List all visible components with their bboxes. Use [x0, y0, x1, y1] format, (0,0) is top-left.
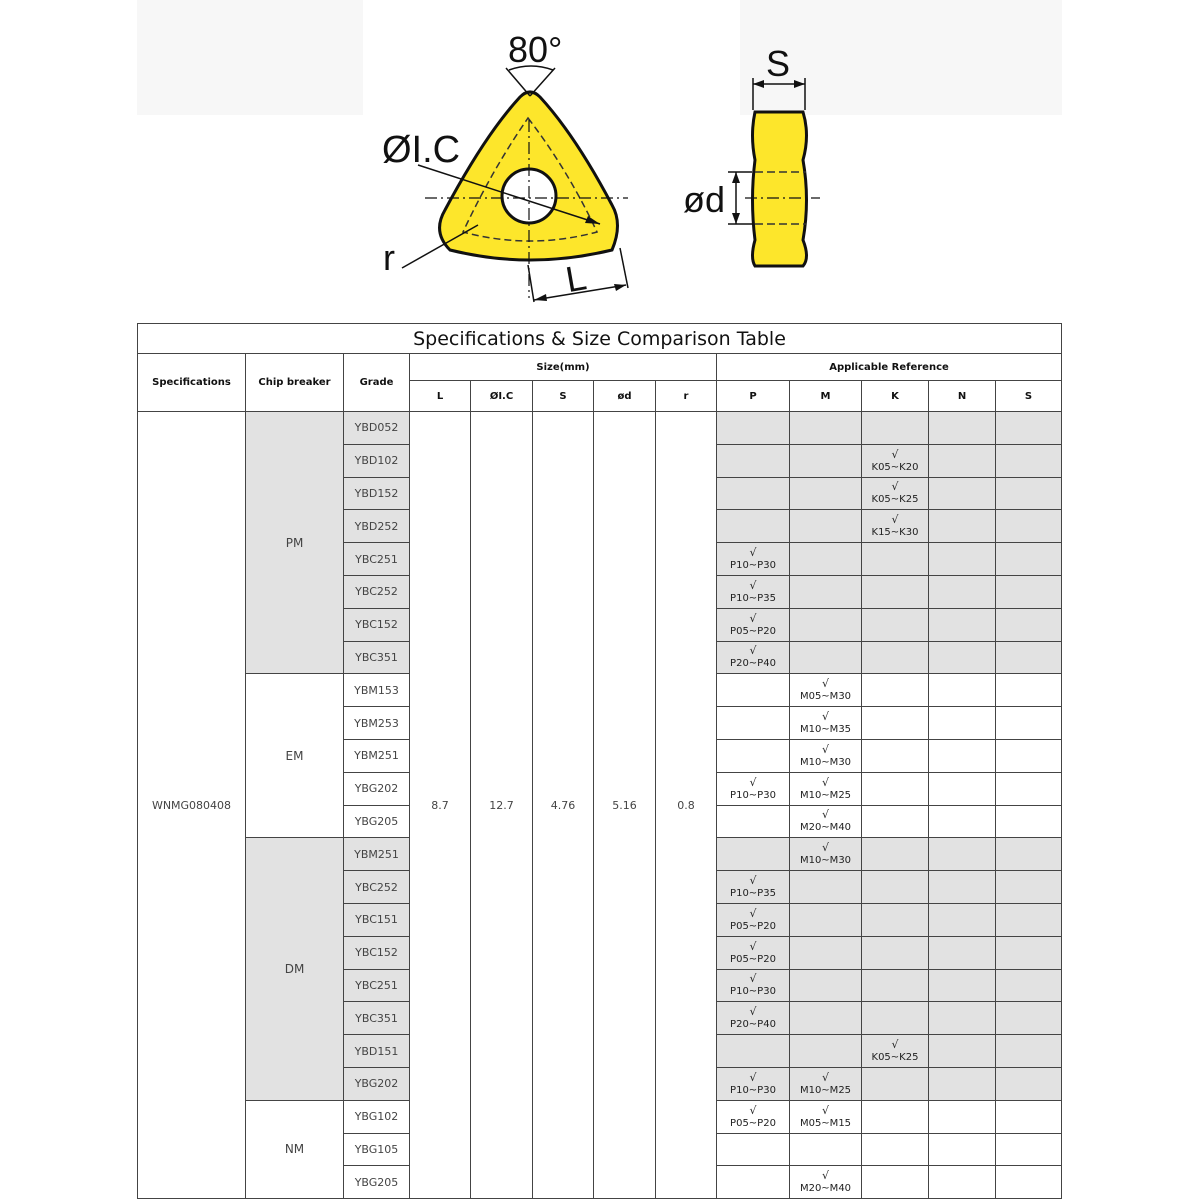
check-mark: √ [821, 677, 829, 691]
ref-range: K05~K25 [871, 494, 919, 506]
ref-cell-p [717, 674, 790, 707]
header-size-d: ød [594, 381, 656, 412]
ref-cell-m [790, 674, 862, 707]
check-mark: √ [749, 1005, 757, 1019]
ref-cell-s [996, 1100, 1062, 1133]
check-mark: √ [891, 1038, 899, 1052]
ref-cell-k [862, 1067, 929, 1100]
ref-range: P10~P35 [730, 592, 776, 604]
ref-cell-m [790, 936, 862, 969]
ref-cell-n [929, 969, 996, 1002]
grade-cell: YBG205 [344, 805, 410, 838]
check-mark: √ [821, 808, 829, 822]
ref-cell-n [929, 641, 996, 674]
ref-range: K05~K20 [871, 461, 919, 473]
check-mark: √ [891, 480, 899, 494]
ref-cell-s [996, 838, 1062, 871]
ref-cell-s [996, 936, 1062, 969]
ref-cell-n [929, 1035, 996, 1068]
ref-cell-s [996, 969, 1062, 1002]
ref-cell-n [929, 510, 996, 543]
ref-range: M10~M25 [799, 1084, 852, 1096]
table-row [138, 412, 1062, 445]
grade-cell: YBG105 [344, 1133, 410, 1166]
ref-cell-p [717, 1100, 790, 1133]
ref-cell-k [862, 903, 929, 936]
ref-cell-s [996, 772, 1062, 805]
ref-cell-k [862, 510, 929, 543]
ref-cell-n [929, 674, 996, 707]
grade-cell: YBC351 [344, 641, 410, 674]
ref-cell-n [929, 838, 996, 871]
grade-cell: YBD151 [344, 1035, 410, 1068]
ref-cell-k [862, 641, 929, 674]
ref-cell-n [929, 608, 996, 641]
ref-cell-p [717, 608, 790, 641]
ref-cell-p [717, 838, 790, 871]
header-grade: Grade [344, 354, 410, 412]
ref-cell-k [862, 871, 929, 904]
l-label: L [562, 256, 590, 301]
ref-cell-k [862, 707, 929, 740]
ref-cell-s [996, 1035, 1062, 1068]
grade-cell: YBC152 [344, 936, 410, 969]
chip-breaker-cell: EM [246, 674, 344, 838]
grade-cell: YBD252 [344, 510, 410, 543]
ref-cell-k [862, 739, 929, 772]
ref-cell-m [790, 707, 862, 740]
grade-cell: YBG205 [344, 1166, 410, 1199]
grade-cell: YBC351 [344, 1002, 410, 1035]
size-cell: 0.8 [656, 412, 717, 1199]
check-mark: √ [821, 710, 829, 724]
check-mark: √ [749, 972, 757, 986]
ref-cell-p [717, 1002, 790, 1035]
r-label: r [383, 237, 395, 278]
ref-cell-s [996, 1166, 1062, 1199]
ref-range: K05~K25 [871, 1052, 919, 1064]
ref-cell-s [996, 1133, 1062, 1166]
ref-cell-m [790, 969, 862, 1002]
ref-cell-m [790, 1100, 862, 1133]
ref-cell-s [996, 543, 1062, 576]
size-cell: 5.16 [594, 412, 656, 1199]
ref-range: M10~M25 [799, 789, 852, 801]
check-mark: √ [749, 1070, 757, 1084]
spec-table [137, 323, 1062, 1199]
ref-cell-p [717, 641, 790, 674]
header-size: Size(mm) [410, 354, 717, 381]
ref-cell-s [996, 1067, 1062, 1100]
grade-cell: YBG202 [344, 772, 410, 805]
ref-cell-p [717, 969, 790, 1002]
ref-cell-m [790, 477, 862, 510]
grade-cell: YBC252 [344, 871, 410, 904]
ref-cell-p [717, 510, 790, 543]
ref-range: K15~K30 [871, 527, 919, 539]
grade-cell: YBC251 [344, 969, 410, 1002]
ref-cell-p [717, 739, 790, 772]
check-mark: √ [891, 447, 899, 461]
header-size-ic: ØI.C [471, 381, 533, 412]
check-mark: √ [749, 1103, 757, 1117]
ref-cell-k [862, 969, 929, 1002]
ref-cell-n [929, 1100, 996, 1133]
chip-breaker-cell: PM [246, 412, 344, 674]
ref-cell-p [717, 477, 790, 510]
ref-cell-s [996, 707, 1062, 740]
specification-cell: WNMG080408 [138, 412, 246, 1199]
size-cell: 8.7 [410, 412, 471, 1199]
ref-cell-k [862, 805, 929, 838]
size-cell: 12.7 [471, 412, 533, 1199]
ref-cell-s [996, 412, 1062, 445]
grade-cell: YBD152 [344, 477, 410, 510]
table-title: Specifications & Size Comparison Table [138, 324, 1062, 354]
ref-cell-n [929, 1133, 996, 1166]
ref-cell-m [790, 575, 862, 608]
ref-cell-m [790, 543, 862, 576]
check-mark: √ [821, 775, 829, 789]
ref-cell-k [862, 772, 929, 805]
ref-cell-m [790, 510, 862, 543]
grade-cell: YBG102 [344, 1100, 410, 1133]
ref-cell-m [790, 641, 862, 674]
d-label: ød [683, 179, 726, 220]
ref-cell-s [996, 739, 1062, 772]
ref-cell-m [790, 739, 862, 772]
ref-cell-n [929, 477, 996, 510]
check-mark: √ [749, 874, 757, 888]
ref-cell-k [862, 444, 929, 477]
ref-cell-k [862, 1035, 929, 1068]
ref-cell-p [717, 412, 790, 445]
ref-cell-k [862, 1166, 929, 1199]
check-mark: √ [749, 906, 757, 920]
ref-cell-p [717, 805, 790, 838]
ref-cell-p [717, 772, 790, 805]
ref-cell-n [929, 903, 996, 936]
ref-cell-k [862, 1133, 929, 1166]
ref-cell-k [862, 575, 929, 608]
ref-cell-m [790, 772, 862, 805]
ref-cell-s [996, 510, 1062, 543]
check-mark: √ [749, 775, 757, 789]
check-mark: √ [749, 644, 757, 658]
ref-cell-p [717, 543, 790, 576]
size-cell: 4.76 [533, 412, 594, 1199]
ref-range: M20~M40 [799, 822, 852, 834]
ref-cell-s [996, 871, 1062, 904]
ref-range: P10~P30 [730, 789, 776, 801]
header-ref-k: K [862, 381, 929, 412]
ref-cell-p [717, 444, 790, 477]
check-mark: √ [821, 742, 829, 756]
ref-cell-n [929, 739, 996, 772]
grade-cell: YBC252 [344, 575, 410, 608]
check-mark: √ [821, 1070, 829, 1084]
ref-cell-s [996, 641, 1062, 674]
ref-cell-m [790, 838, 862, 871]
header-applicable: Applicable Reference [717, 354, 1062, 381]
ref-cell-m [790, 412, 862, 445]
ref-cell-k [862, 412, 929, 445]
ref-cell-k [862, 838, 929, 871]
grade-cell: YBC152 [344, 608, 410, 641]
header-specifications: Specifications [138, 354, 246, 412]
ref-range: P10~P30 [730, 986, 776, 998]
ref-cell-s [996, 608, 1062, 641]
ref-cell-p [717, 1067, 790, 1100]
grade-cell: YBM251 [344, 739, 410, 772]
check-mark: √ [749, 939, 757, 953]
ref-cell-k [862, 543, 929, 576]
check-mark: √ [821, 841, 829, 855]
ref-cell-m [790, 1133, 862, 1166]
ref-cell-n [929, 412, 996, 445]
ref-range: M10~M35 [799, 724, 852, 736]
ref-range: M20~M40 [799, 1183, 852, 1195]
header-size-s: S [533, 381, 594, 412]
ref-range: P05~P20 [730, 625, 776, 637]
grade-cell: YBM251 [344, 838, 410, 871]
ref-cell-n [929, 1002, 996, 1035]
angle-label: 80° [508, 29, 563, 70]
ref-cell-m [790, 444, 862, 477]
ref-range: P10~P30 [730, 1084, 776, 1096]
ref-cell-s [996, 477, 1062, 510]
ref-cell-n [929, 1067, 996, 1100]
header-ref-s: S [996, 381, 1062, 412]
table-body [138, 412, 1062, 1199]
ref-cell-m [790, 1002, 862, 1035]
ref-cell-m [790, 871, 862, 904]
ref-cell-s [996, 805, 1062, 838]
ref-range: P10~P30 [730, 560, 776, 572]
check-mark: √ [749, 578, 757, 592]
ref-cell-k [862, 1002, 929, 1035]
ref-cell-m [790, 1166, 862, 1199]
ref-cell-s [996, 674, 1062, 707]
ref-range: P10~P35 [730, 888, 776, 900]
ref-cell-p [717, 575, 790, 608]
ref-cell-p [717, 1035, 790, 1068]
check-mark: √ [821, 1169, 829, 1183]
ref-cell-p [717, 1133, 790, 1166]
grade-cell: YBC251 [344, 543, 410, 576]
ref-cell-n [929, 575, 996, 608]
ref-cell-p [717, 707, 790, 740]
ref-cell-p [717, 871, 790, 904]
ref-cell-m [790, 1035, 862, 1068]
ref-range: M10~M30 [799, 756, 852, 768]
chip-breaker-cell: NM [246, 1100, 344, 1198]
check-mark: √ [749, 611, 757, 625]
chip-breaker-cell: DM [246, 838, 344, 1100]
ref-range: P20~P40 [730, 1019, 776, 1031]
check-mark: √ [749, 546, 757, 560]
ref-cell-n [929, 707, 996, 740]
ref-range: M05~M15 [799, 1117, 852, 1129]
ref-range: M10~M30 [799, 855, 852, 867]
ref-cell-m [790, 805, 862, 838]
header-size-l: L [410, 381, 471, 412]
ref-cell-n [929, 444, 996, 477]
ic-label: ØI.C [382, 129, 461, 171]
header-ref-p: P [717, 381, 790, 412]
grade-cell: YBM253 [344, 707, 410, 740]
ref-cell-p [717, 936, 790, 969]
s-label: S [766, 43, 791, 84]
ref-cell-n [929, 871, 996, 904]
insert-front-view [402, 66, 628, 302]
ref-range: M05~M30 [799, 691, 852, 703]
ref-cell-k [862, 936, 929, 969]
header-ref-n: N [929, 381, 996, 412]
ref-cell-s [996, 1002, 1062, 1035]
check-mark: √ [891, 513, 899, 527]
ref-cell-p [717, 903, 790, 936]
ref-cell-s [996, 444, 1062, 477]
grade-cell: YBD052 [344, 412, 410, 445]
ref-cell-k [862, 477, 929, 510]
header-chip-breaker: Chip breaker [246, 354, 344, 412]
grade-cell: YBC151 [344, 903, 410, 936]
ref-cell-n [929, 936, 996, 969]
ref-cell-n [929, 543, 996, 576]
ref-cell-s [996, 903, 1062, 936]
ref-cell-m [790, 1067, 862, 1100]
ref-range: P05~P20 [730, 920, 776, 932]
grade-cell: YBM153 [344, 674, 410, 707]
insert-diagram [0, 0, 1200, 320]
ref-cell-s [996, 575, 1062, 608]
ref-cell-n [929, 772, 996, 805]
ref-cell-m [790, 903, 862, 936]
header-size-r: r [656, 381, 717, 412]
header-ref-m: M [790, 381, 862, 412]
ref-range: P05~P20 [730, 953, 776, 965]
ref-cell-m [790, 608, 862, 641]
ref-range: P05~P20 [730, 1117, 776, 1129]
grade-cell: YBD102 [344, 444, 410, 477]
ref-cell-k [862, 1100, 929, 1133]
ref-cell-p [717, 1166, 790, 1199]
grade-cell: YBG202 [344, 1067, 410, 1100]
ref-range: P20~P40 [730, 658, 776, 670]
ref-cell-n [929, 1166, 996, 1199]
ref-cell-k [862, 674, 929, 707]
ref-cell-n [929, 805, 996, 838]
ref-cell-k [862, 608, 929, 641]
check-mark: √ [821, 1103, 829, 1117]
